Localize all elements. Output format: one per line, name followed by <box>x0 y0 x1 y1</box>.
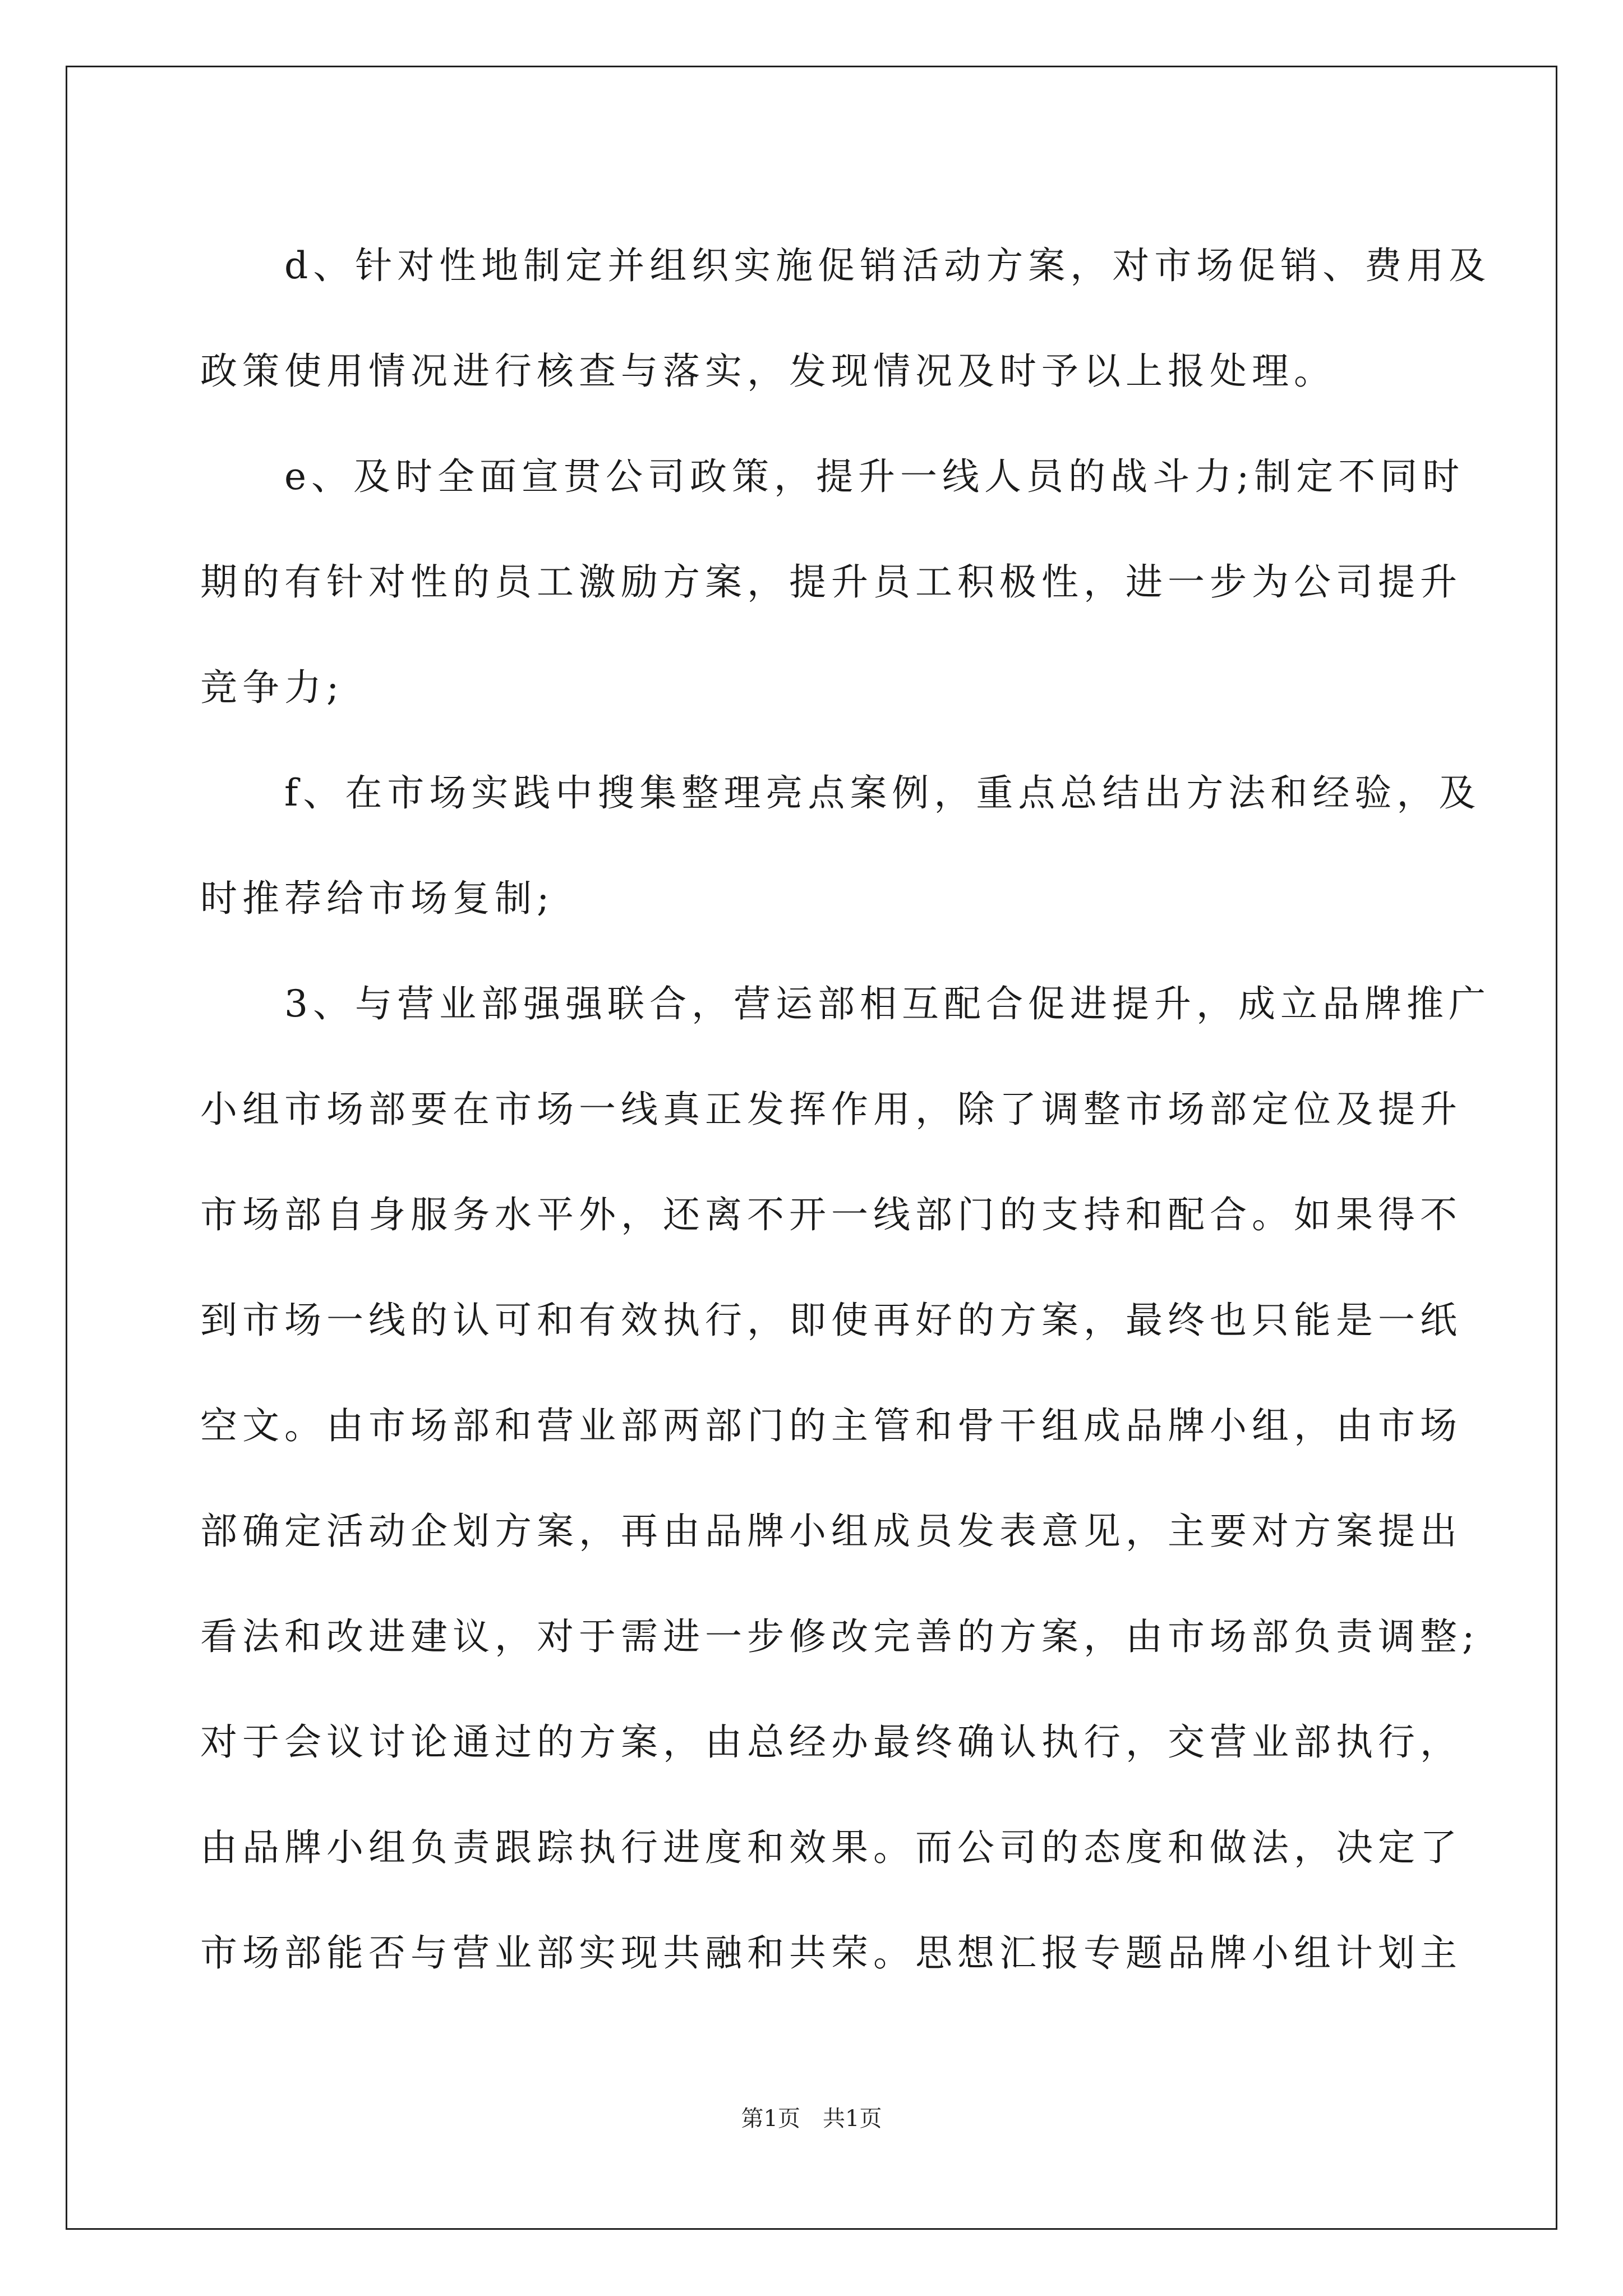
page-footer <box>0 2101 1623 2133</box>
page-number: 第1页 <box>741 2106 800 2132</box>
page-total: 共1页 <box>823 2106 882 2132</box>
paragraph-line: 市场部自身服务水平外，还离不开一线部门的支持和配合。如果得不 <box>200 1193 1462 1236</box>
paragraph-line: 时推荐给市场复制; <box>200 877 555 920</box>
paragraph-line: e、及时全面宣贯公司政策，提升一线人员的战斗力;制定不同时 <box>284 455 1465 498</box>
paragraph-line: f、在市场实践中搜集整理亮点案例，重点总结出方法和经验，及 <box>284 771 1481 815</box>
paragraph-line: d、针对性地制定并组织实施促销活动方案，对市场促销、费用及 <box>284 244 1491 287</box>
document-body <box>200 213 1491 2006</box>
paragraph-line: 3、与营业部强强联合，营运部相互配合促进提升，成立品牌推广 <box>284 982 1491 1025</box>
paragraph-line: 部确定活动企划方案，再由品牌小组成员发表意见，主要对方案提出 <box>200 1510 1462 1553</box>
paragraph-line: 小组市场部要在市场一线真正发挥作用，除了调整市场部定位及提升 <box>200 1088 1462 1131</box>
paragraph-line: 对于会议讨论通过的方案，由总经办最终确认执行，交营业部执行， <box>200 1720 1462 1764</box>
paragraph-line: 看法和改进建议，对于需进一步修改完善的方案，由市场部负责调整; <box>200 1615 1480 1658</box>
paragraph-line: 市场部能否与营业部实现共融和共荣。思想汇报专题品牌小组计划主 <box>200 1931 1462 1975</box>
paragraph-line: 空文。由市场部和营业部两部门的主管和骨干组成品牌小组，由市场 <box>200 1404 1462 1447</box>
paragraph-line: 政策使用情况进行核查与落实，发现情况及时予以上报处理。 <box>200 349 1336 393</box>
paragraph-line: 由品牌小组负责跟踪执行进度和效果。而公司的态度和做法，决定了 <box>200 1826 1462 1869</box>
paragraph-line: 到市场一线的认可和有效执行，即使再好的方案，最终也只能是一纸 <box>200 1299 1462 1342</box>
paragraph-line: 期的有针对性的员工激励方案，提升员工积极性，进一步为公司提升 <box>200 560 1462 604</box>
paragraph-line: 竞争力; <box>200 666 344 709</box>
